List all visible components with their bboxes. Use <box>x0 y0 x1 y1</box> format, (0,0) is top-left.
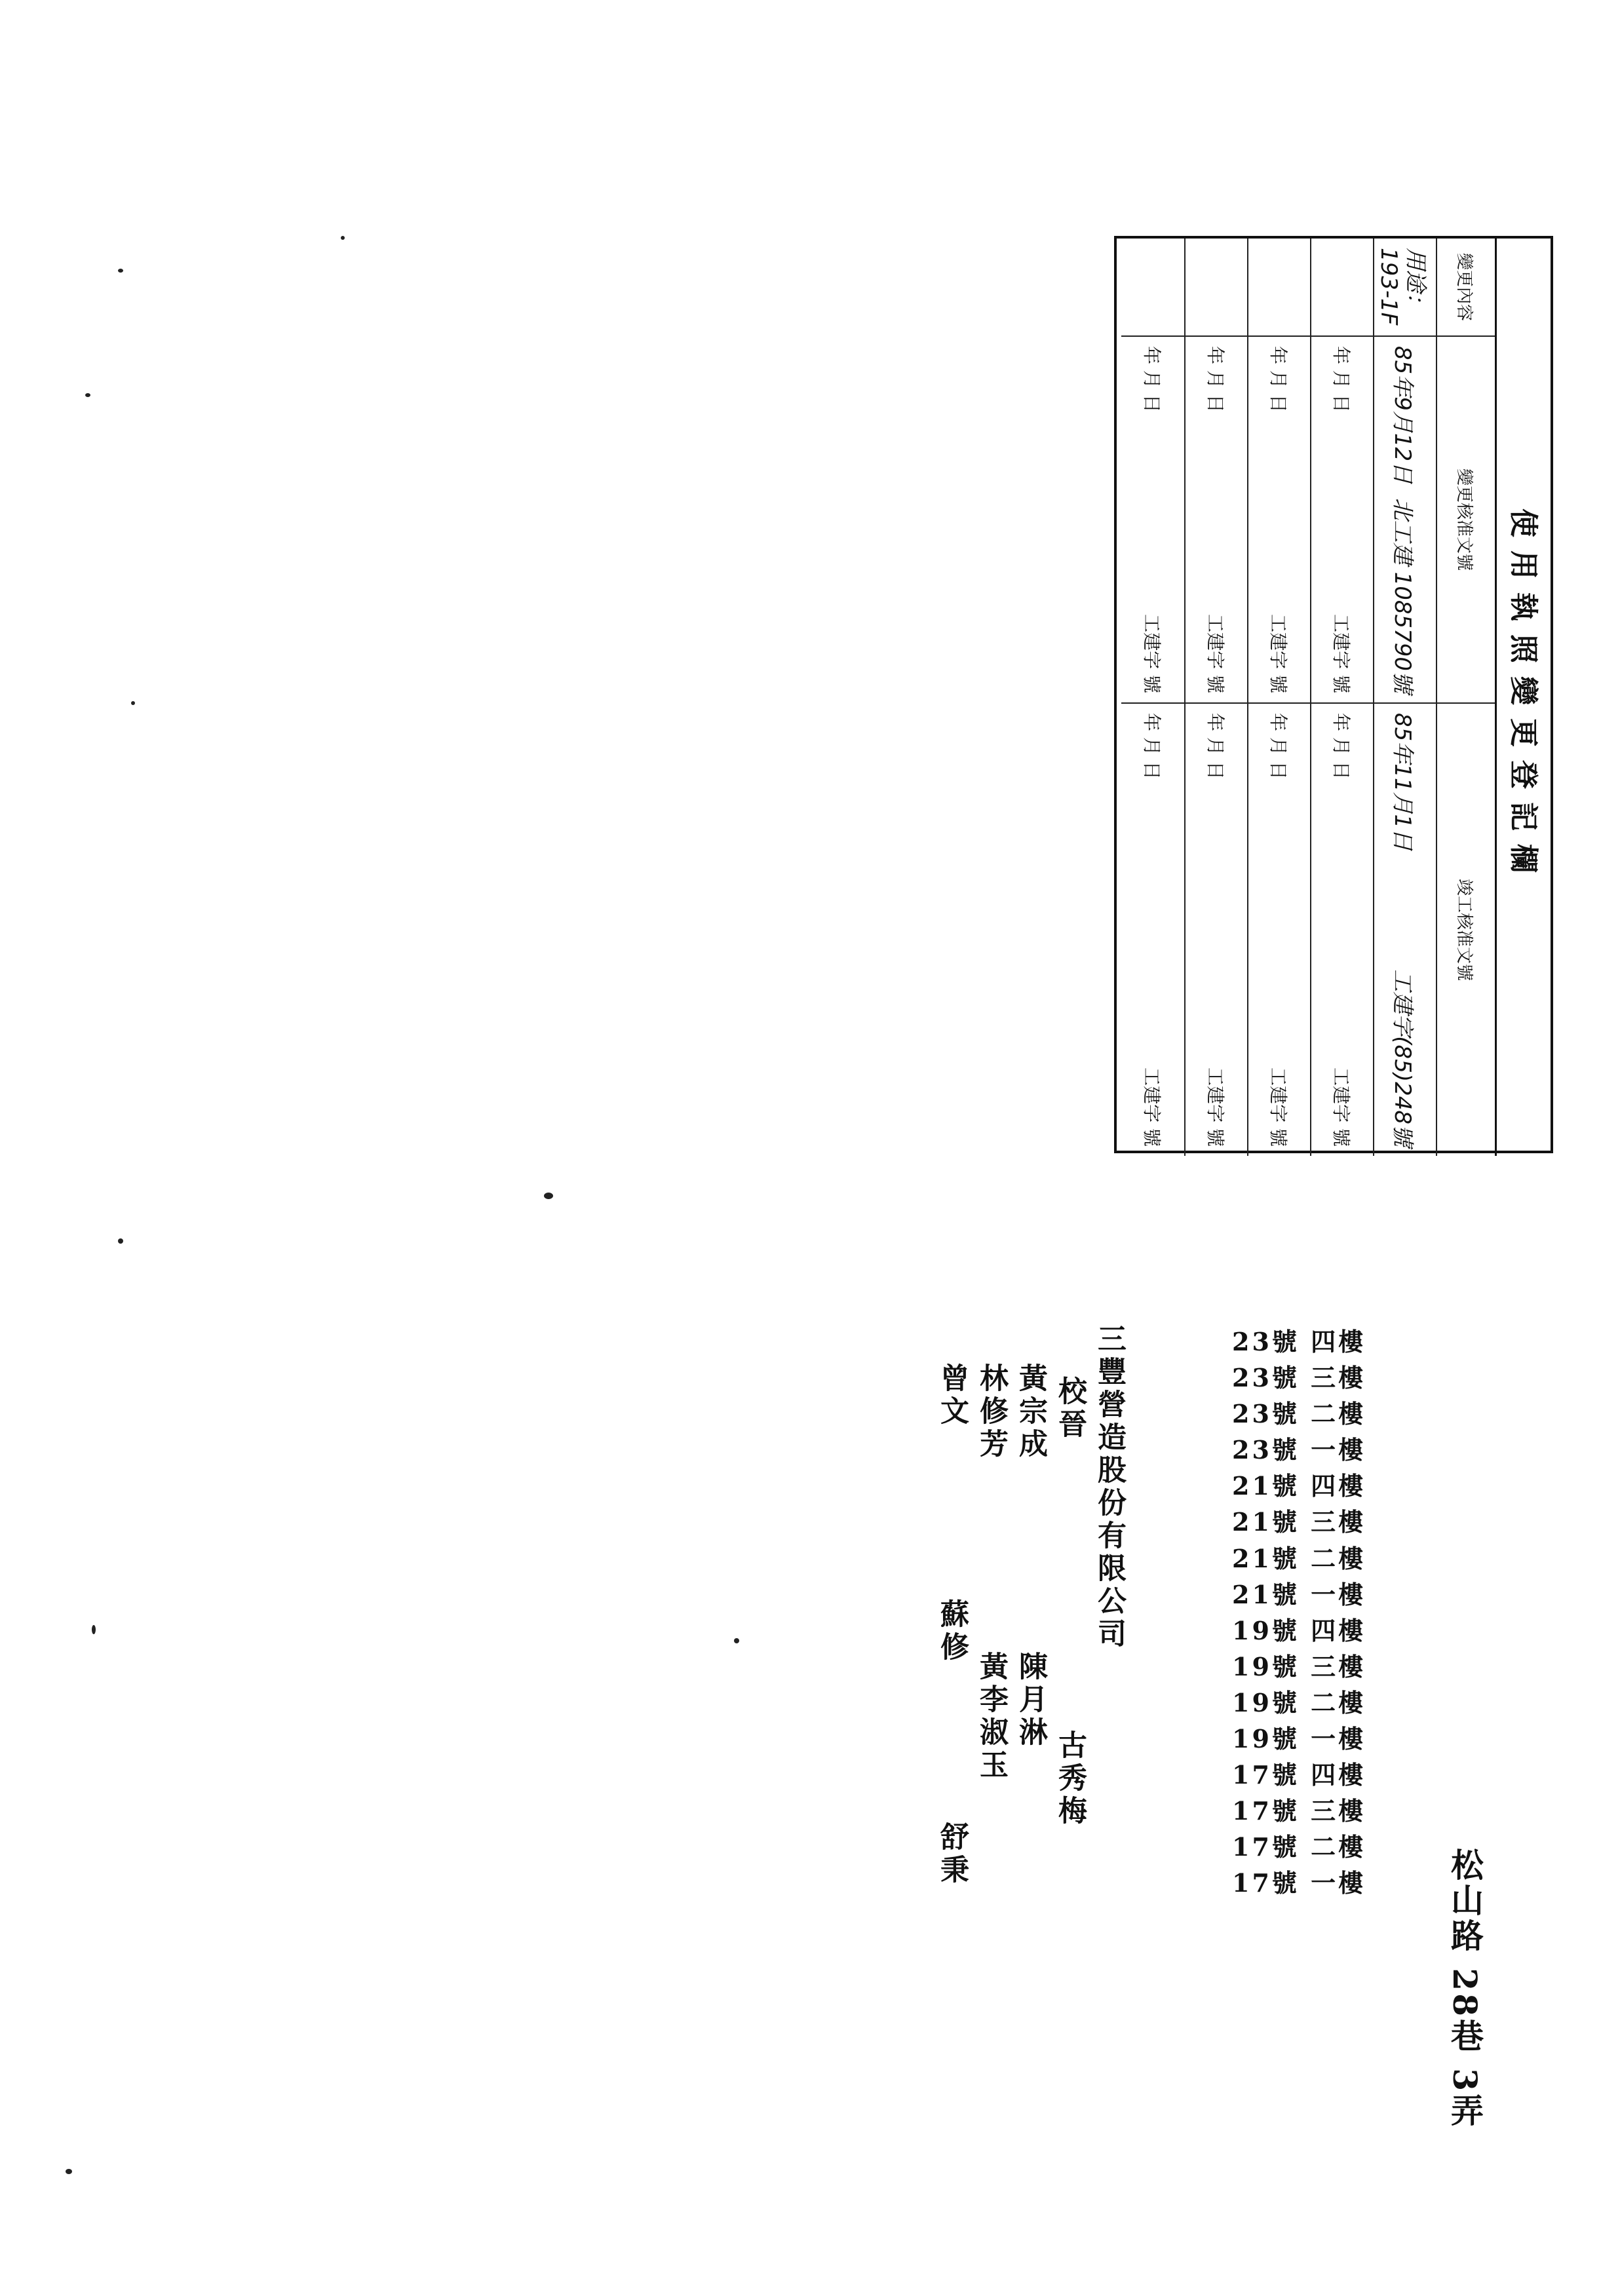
scan-speck <box>85 393 90 397</box>
unit-item: 19號 一樓 <box>1232 1724 1366 1754</box>
row-content <box>1121 239 1184 337</box>
table-header-row <box>1436 239 1495 1156</box>
name-item: 校晉 <box>1053 1376 1087 1442</box>
approval-number: 北工建 1085790號 <box>1389 497 1416 693</box>
name-item: 舒秉 <box>935 1822 969 1887</box>
address-block <box>1232 1324 1484 2130</box>
unit-item: 17號 一樓 <box>1232 1868 1366 1898</box>
unit-item: 19號 四樓 <box>1232 1615 1366 1645</box>
names-block <box>937 1324 1134 2038</box>
name-item: 古秀梅 <box>1053 1730 1087 1828</box>
completion-number: 工建字 號 <box>1267 1067 1289 1147</box>
name-item: 陳月淋 <box>1014 1651 1047 1750</box>
approval-date: 85年9月12日 <box>1389 346 1416 484</box>
scan-speck <box>118 1238 123 1244</box>
completion-number: 工建字 號 <box>1205 1067 1226 1147</box>
row-content <box>1311 239 1373 337</box>
registration-table <box>1114 236 1553 1153</box>
unit-item: 21號 三樓 <box>1232 1507 1366 1537</box>
approval-date: 年 月 日 <box>1205 346 1226 413</box>
unit-item: 17號 三樓 <box>1232 1796 1366 1826</box>
header-approval <box>1437 337 1495 704</box>
scan-speck <box>131 701 135 705</box>
scan-speck <box>734 1638 739 1643</box>
scan-speck <box>118 269 123 273</box>
header-approval-text: 變更核准文號 <box>1454 468 1475 571</box>
name-item: 林修芳 <box>974 1363 1008 1461</box>
unit-item: 23號 四樓 <box>1232 1327 1366 1356</box>
header-content <box>1437 239 1495 337</box>
completion-number: 工建字(85)248號 <box>1389 969 1416 1147</box>
completion-date: 年 月 日 <box>1267 713 1289 780</box>
street-address: 松山路 28巷 3弄 <box>1446 1848 1484 2130</box>
unit-item: 23號 二樓 <box>1232 1399 1366 1429</box>
unit-item: 21號 四樓 <box>1232 1471 1366 1501</box>
approval-number: 工建字 號 <box>1205 614 1226 693</box>
approval-number: 工建字 號 <box>1330 614 1352 693</box>
unit-item: 21號 一樓 <box>1232 1579 1366 1609</box>
row-completion <box>1121 704 1184 1156</box>
completion-date: 年 月 日 <box>1141 713 1163 780</box>
unit-item: 19號 二樓 <box>1232 1687 1366 1717</box>
table-row <box>1184 239 1247 1156</box>
header-completion-text: 竣工核准文號 <box>1454 878 1475 981</box>
scan-speck <box>92 1625 96 1634</box>
row-content-text: 用途：193-1F <box>1376 248 1429 326</box>
row-completion <box>1248 704 1310 1156</box>
name-item: 黃宗成 <box>1014 1363 1047 1461</box>
completion-date: 85年11月1日 <box>1389 713 1416 851</box>
unit-item: 19號 三樓 <box>1232 1651 1366 1681</box>
scan-speck <box>66 2169 72 2174</box>
row-approval <box>1374 337 1436 704</box>
row-approval <box>1121 337 1184 704</box>
row-content <box>1248 239 1310 337</box>
completion-date: 年 月 日 <box>1205 713 1226 780</box>
table-row <box>1121 239 1184 1156</box>
row-content <box>1186 239 1247 337</box>
unit-item: 21號 二樓 <box>1232 1543 1366 1573</box>
approval-number: 工建字 號 <box>1141 614 1163 693</box>
approval-number: 工建字 號 <box>1267 614 1289 693</box>
table-row <box>1373 239 1436 1156</box>
name-item: 黃李淑玉 <box>974 1651 1008 1782</box>
unit-item: 17號 四樓 <box>1232 1760 1366 1790</box>
name-item: 三豐營造股份有限公司 <box>1092 1324 1126 1651</box>
unit-item: 23號 一樓 <box>1232 1435 1366 1465</box>
row-completion <box>1186 704 1247 1156</box>
unit-item: 17號 二樓 <box>1232 1832 1366 1862</box>
header-completion <box>1437 704 1495 1156</box>
table-title <box>1495 239 1556 1156</box>
name-item: 蘇修 <box>935 1599 969 1664</box>
header-content-text: 變更內容 <box>1454 252 1475 321</box>
approval-date: 年 月 日 <box>1141 346 1163 413</box>
unit-list <box>1232 1324 1366 1902</box>
row-approval <box>1311 337 1373 704</box>
unit-item: 23號 三樓 <box>1232 1363 1366 1393</box>
completion-date: 年 月 日 <box>1330 713 1352 780</box>
table-row <box>1310 239 1373 1156</box>
completion-number: 工建字 號 <box>1141 1067 1163 1147</box>
table-row <box>1247 239 1310 1156</box>
approval-date: 年 月 日 <box>1267 346 1289 413</box>
row-completion <box>1374 704 1436 1156</box>
row-completion <box>1311 704 1373 1156</box>
name-item: 曾文 <box>935 1363 969 1428</box>
row-approval <box>1186 337 1247 704</box>
row-content <box>1374 239 1436 337</box>
row-approval <box>1248 337 1310 704</box>
approval-date: 年 月 日 <box>1330 346 1352 413</box>
completion-number: 工建字 號 <box>1330 1067 1352 1147</box>
scan-speck <box>544 1193 553 1199</box>
table-title-text: 使用執照變更登記欄 <box>1507 508 1540 886</box>
scan-speck <box>341 236 345 240</box>
